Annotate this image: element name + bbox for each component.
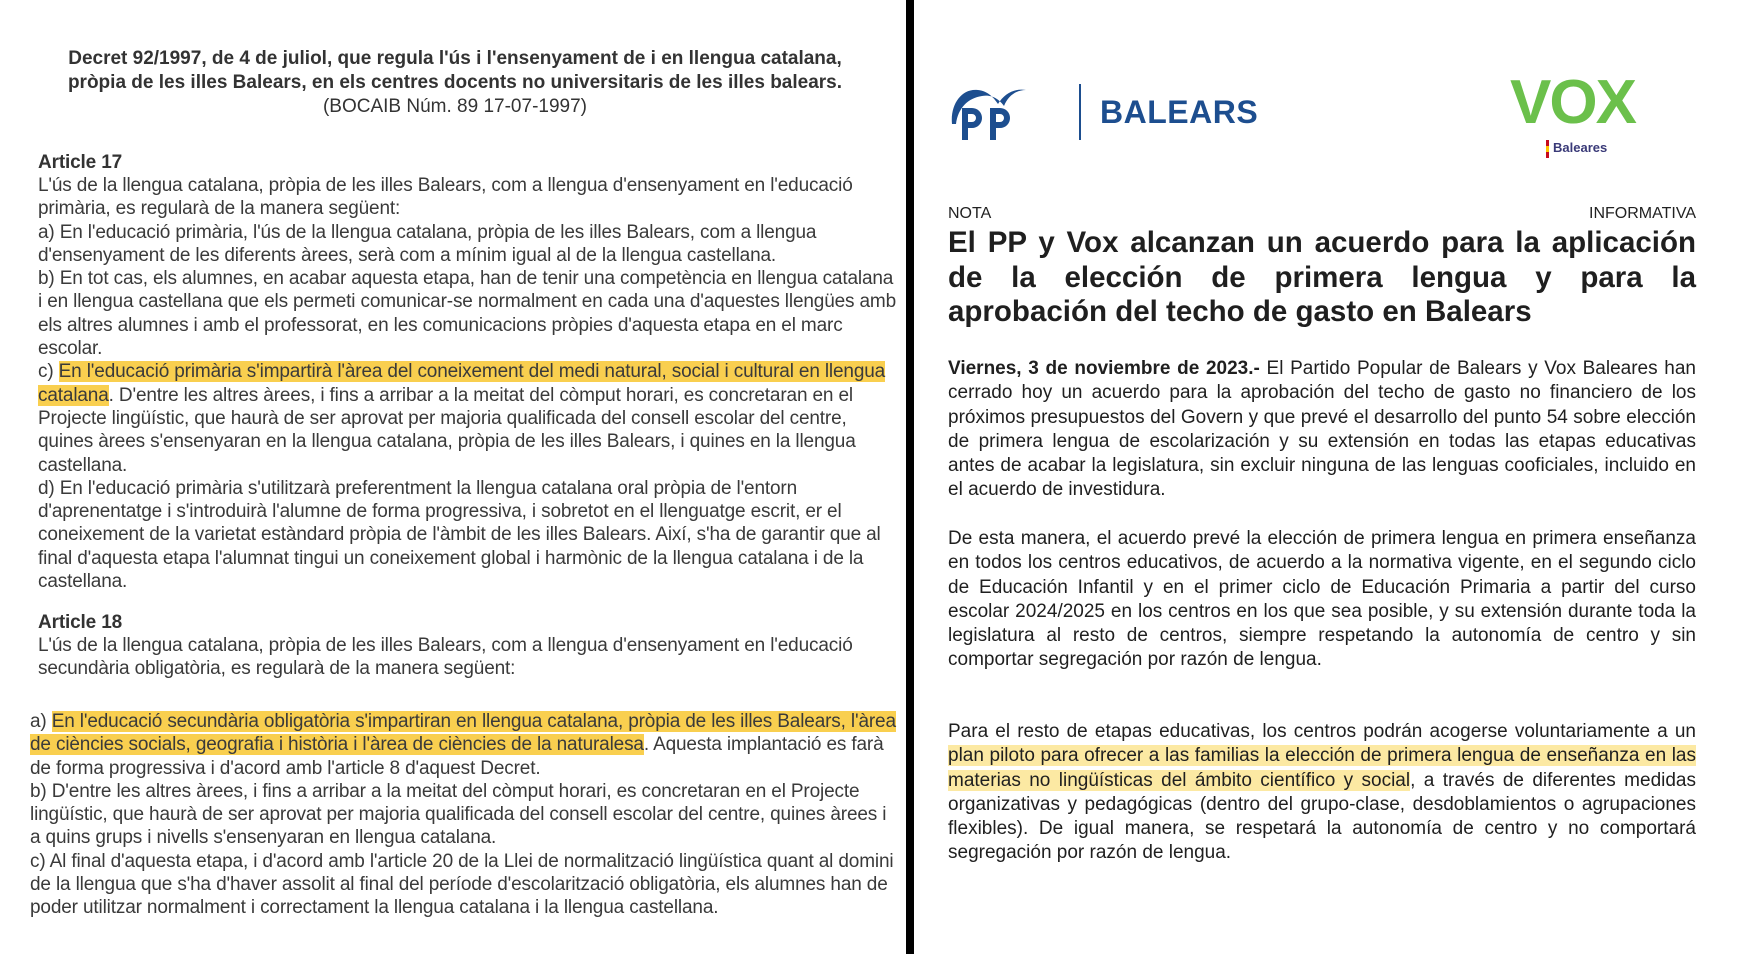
vox-region-label: Baleares — [1553, 140, 1608, 155]
decree-title-line-2: pròpia de les illes Balears, en els centres docents no universitaris de les illes balears. — [67, 72, 843, 93]
article-18-intro: L'ús de la llengua catalana, pròpia de les illes Balears, com a llengua d'ensenyament en l'educació secundària obligatòria, es regularà de la manera següent: — [38, 635, 853, 680]
clause-c-rest: . D'entre les altres àrees, i fins a arribar a la meitat del còmput horari, es concretaran en el Projecte lingüístic, que haurà de ser aprovat per majoria qualificada del consell escolar del centre, quines àrees s'ensenyaran en la llengua catalana, pròpia de les illes Balears, i quines en la llengua castellana. — [38, 384, 856, 476]
clause-a-prefix: a) — [30, 711, 52, 732]
vox-baleares-logo — [1510, 68, 1650, 167]
article-17-clause-d: d) En l'educació primària s'utilitzarà preferentment la llengua catalana oral pròpia de l'entorn d'aprenentatge i s'introduirà l'alumne de forma progressiva, i sobretot en el llenguatge escrit, er el coneixement de la varietat estàndard pròpia de l'àmbit de les illes Balears. Així, s'ha de garantir que al final d'aquesta etapa l'alumnat tingui un coneixement global i harmònic de la llengua catalana i de la castellana. — [38, 477, 881, 593]
vox-wordmark: VOX — [1510, 68, 1635, 137]
press-paragraph-2 — [948, 527, 1696, 673]
article-18-clause-c: c) Al final d'aquesta etapa, i d'acord amb l'article 20 de la Llei de normalització lingüística quant al domini de la llengua que s'ha d'haver assolit al final del període d'escolarització obligatòria, els alumnes han de poder utilitzar normalment i correctament la llengua catalana i la llengua castellana. — [30, 850, 894, 919]
article-18-clauses — [30, 710, 896, 920]
press-paragraph-3 — [948, 720, 1696, 866]
article-18-clause-a — [30, 710, 896, 780]
article-18-clause-b: b) D'entre les altres àrees, i fins a arribar a la meitat del còmput horari, es concretaran en el Projecte lingüístic, que haurà de ser aprovat per majoria qualificada del consell escolar del centre, quines àrees i a quins grups i nivells s'ensenyaran en llengua catalana. — [30, 780, 887, 849]
spain-flag-bar-icon — [1546, 140, 1549, 158]
press-note-title: El PP y Vox alcanzan un acuerdo para la aplicación de la elección de primera lengua y para la aprobación del techo de gasto en Balears — [948, 226, 1696, 328]
decree-reference: (BOCAIB Núm. 89 17-07-1997) — [322, 96, 587, 117]
article-17-clause-a: a) En l'educació primària, l'ús de la llengua catalana, pròpia de les illes Balears, com a llengua d'ensenyament de les diferents àrees, serà com a mínim igual al de la llengua castellana. — [38, 221, 817, 266]
article-17-clause-c — [38, 360, 898, 476]
article-17-heading: Article 17 — [38, 152, 123, 173]
article-17 — [38, 151, 898, 593]
article-17-intro: L'ús de la llengua catalana, pròpia de les illes Balears, com a llengua d'ensenyament en l'educació primària, es regularà de la manera següent: — [38, 175, 853, 220]
article-17-clause-b: b) En tot cas, els alumnes, en acabar aquesta etapa, han de tenir una competència en llengua catalana i en llengua castellana que els permeti comunicar-se normalment en cada una d'aquestes llengües amb els altres alumnes i amb el professorat, en les comunicacions pròpies d'aquesta etapa en el marc escolar. — [38, 268, 897, 360]
decree-title-line-1: Decret 92/1997, de 4 de juliol, que regula l'ús i l'ensenyament de i en llengua catalana, — [68, 48, 842, 69]
pp-region-label: BALEARS — [1100, 94, 1259, 130]
clause-a-highlight: En l'educació secundària obligatòria s'impartiran en llengua catalana, pròpia de les illes Balears, l'àrea de ciències socials, geografia i història i l'àrea de ciències de la naturalesa — [30, 711, 896, 756]
paragraph-1-body: El Partido Popular de Balears y Vox Baleares han cerrado hoy un acuerdo para la aprobación del techo de gasto no financiero de los próximos presupuestos del Govern y que prevé el desarrollo del punto 54 sobre elección de primera lengua de escolarización y su extensión en todas las etapas educativas antes de acabar la legislatura, sin excluir ninguna de las lenguas cooficiales, incluido en el acuerdo de investidura. — [948, 358, 1696, 501]
pp-bird-logo-icon — [948, 80, 1028, 144]
pp-balears-logo — [948, 80, 1259, 144]
paragraph-3-text — [948, 720, 1696, 866]
decree-header — [30, 47, 880, 119]
press-date: Viernes, 3 de noviembre de 2023.- — [948, 358, 1260, 379]
paragraph-3-highlight: plan piloto para ofrecer a las familias la elección de primera lengua de enseñanza en las materias no lingüísticas del ámbito científico y social — [948, 745, 1696, 791]
pp-logo-separator — [1079, 84, 1081, 140]
clause-a-rest: . Aquesta implantació es farà de forma progressiva i d'acord amb l'article 8 d'aquest Decret. — [30, 734, 884, 779]
note-label: NOTA — [948, 205, 992, 222]
informativa-label: INFORMATIVA — [1589, 205, 1696, 222]
paragraph-3-before: Para el resto de etapas educativas, los centros podrán acogerse voluntariamente a un — [948, 721, 1696, 742]
paragraph-1-text — [948, 357, 1696, 503]
press-paragraph-1 — [948, 357, 1696, 503]
clause-c-highlight: En l'educació primària s'impartirà l'àrea del coneixement del medi natural, social i cultural en llengua catalana — [38, 361, 886, 406]
paragraph-3-after: , a través de diferentes medidas organizativas y pedagógicas (dentro del grupo-clase, desdoblamientos o agrupaciones flexibles). De igual manera, se respetará la autonomía de centro y no comportará segregación por razón de lengua. — [948, 769, 1696, 864]
note-label-row — [948, 205, 1696, 223]
clause-c-prefix: c) — [38, 361, 59, 383]
article-18 — [38, 611, 898, 681]
vertical-divider — [906, 0, 914, 954]
paragraph-2-text: De esta manera, el acuerdo prevé la elección de primera lengua en primera enseñanza en todos los centros educativos, de acuerdo a la normativa vigente, en el segundo ciclo de Educación Infantil y en el primer ciclo de Educación Primaria a partir del curso escolar 2024/2025 en los centros en los que sea posible, y su extensión durante toda la legislatura al resto de centros, siempre respetando la autonomía de centro y sin comportar segregación por razón de lengua. — [948, 528, 1696, 671]
article-18-heading: Article 18 — [38, 612, 123, 633]
press-note-document — [914, 0, 1750, 954]
